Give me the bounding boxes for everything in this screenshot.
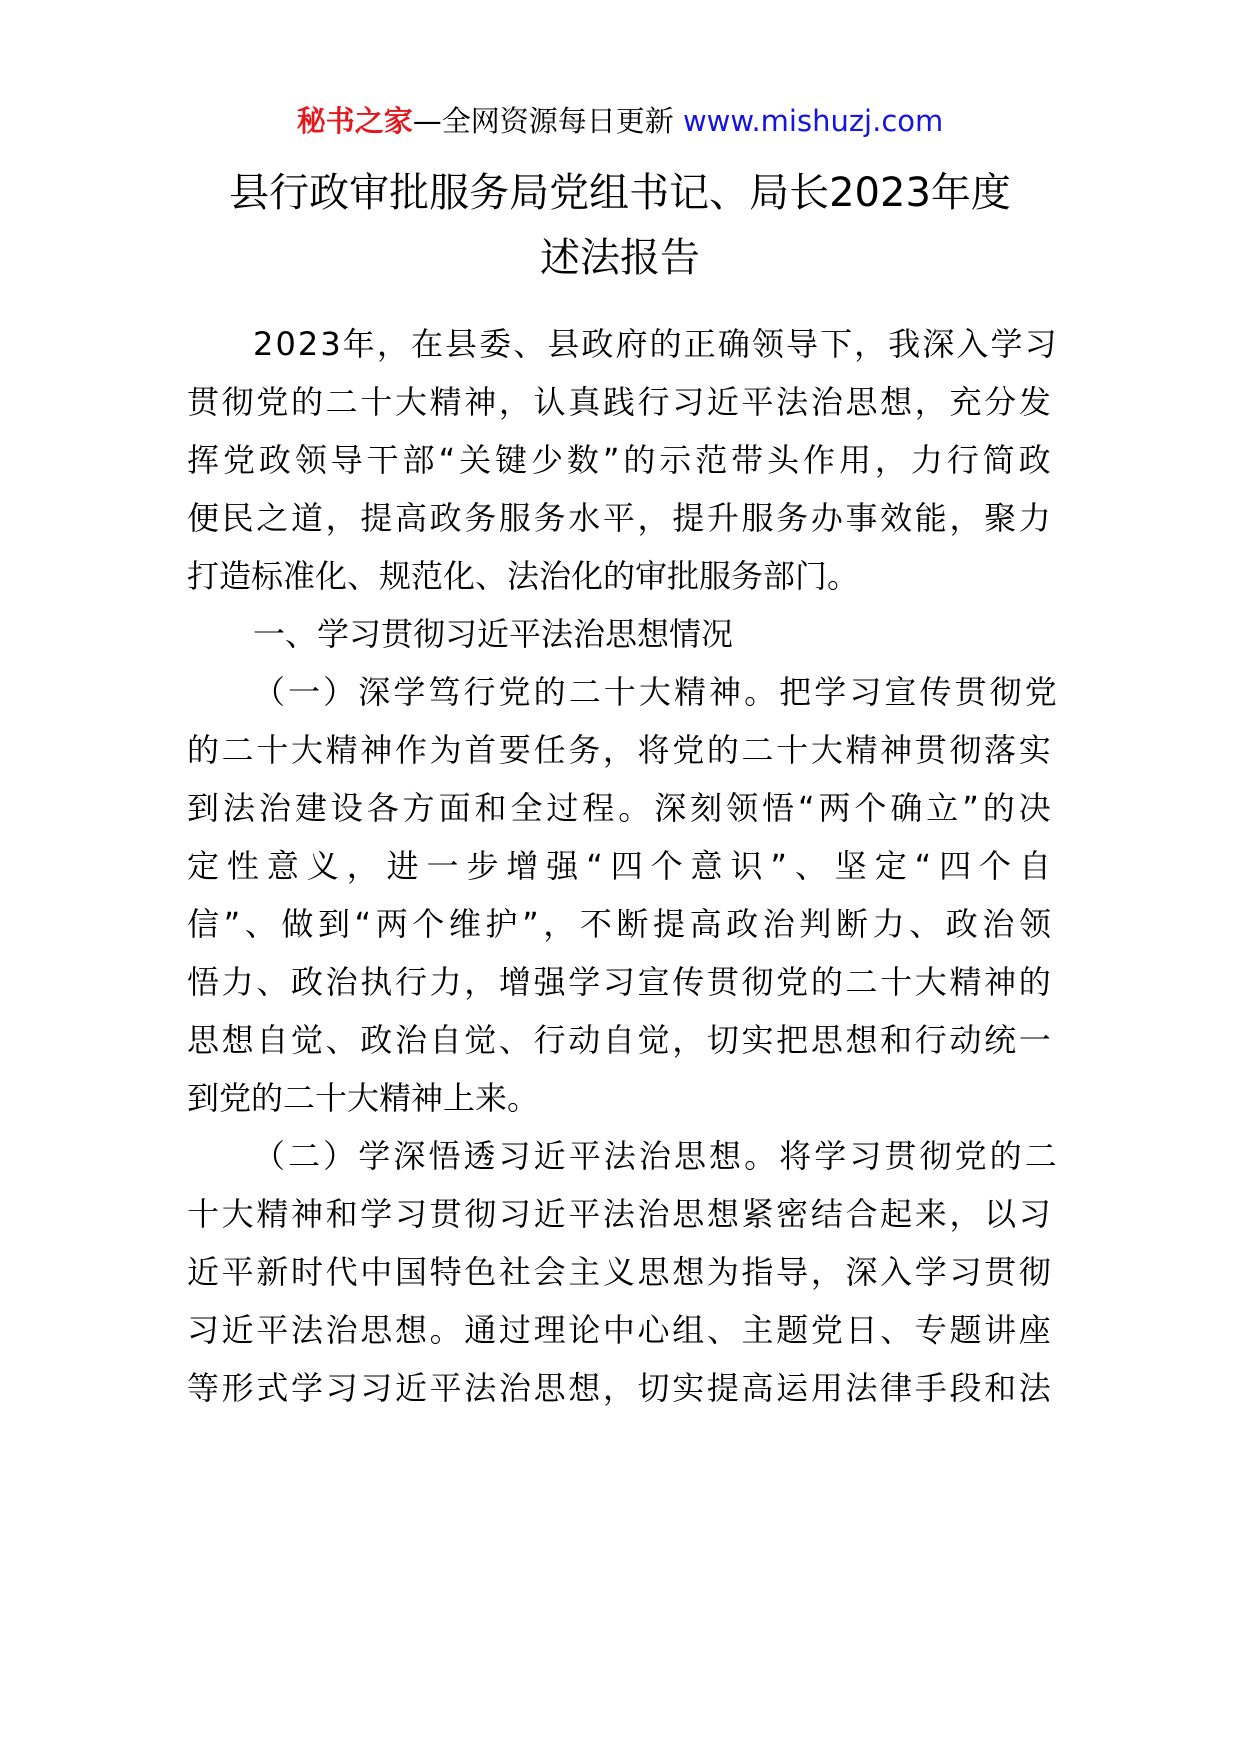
body-line: 到党的二十大精神上来。 <box>187 1079 540 1117</box>
site-url: www.mishuzj.com <box>682 104 944 138</box>
site-tagline: —全网资源每日更新 <box>412 104 683 138</box>
body-line: 的 二 十 大 精 神 作 为 首 要 任 务 ， 将 党 的 二 十 大 精 神 贯 彻 落 实 <box>187 731 1051 769</box>
document-title-line-2: 述法报告 <box>540 235 700 281</box>
body-line: 近 平 新 时 代 中 国 特 色 社 会 主 义 思 想 为 指 导 ， 深 入 学 习 贯 彻 <box>187 1253 1051 1291</box>
body-line: 贯 彻 党 的 二 十 大 精 神 ， 认 真 践 行 习 近 平 法 治 思 想 ， 充 分 发 <box>187 383 1051 421</box>
body-line: 等 形 式 学 习 习 近 平 法 治 思 想 ， 切 实 提 高 运 用 法 律 手 段 和 法 <box>187 1369 1051 1407</box>
body-line: 思 想 自 觉 、 政 治 自 觉 、 行 动 自 觉 ， 切 实 把 思 想 和 行 动 统 一 <box>187 1021 1051 1059</box>
body-line: 悟 力 、 政 治 执 行 力 ， 增 强 学 习 宣 传 贯 彻 党 的 二 十 大 精 神 的 <box>187 963 1051 1001</box>
body-line: 便 民 之 道 ， 提 高 政 务 服 务 水 平 ， 提 升 服 务 办 事 效 能 ， 聚 力 <box>187 499 1051 537</box>
body-line: 定 性 意 义 ， 进 一 步 增 强 “ 四 个 意 识 ” 、 坚 定 “ 四 个 自 <box>187 847 1051 885</box>
body-line: 挥 党 政 领 导 干 部 “ 关 键 少 数 ” 的 示 范 带 头 作 用 ， 力 行 简 政 <box>187 441 1051 479</box>
body-line: （ 一 ） 深 学 笃 行 党 的 二 十 大 精 神 。 把 学 习 宣 传 贯 彻 党 <box>253 673 1057 711</box>
body-line: 习 近 平 法 治 思 想 。 通 过 理 论 中 心 组 、 主 题 党 日 、 专 题 讲 座 <box>187 1311 1051 1349</box>
body-line: 信 ” 、 做 到 “ 两 个 维 护 ” ， 不 断 提 高 政 治 判 断 力 、 政 治 领 <box>187 905 1051 943</box>
section-heading: 一、学习贯彻习近平法治思想情况 <box>253 615 734 653</box>
site-brand: 秘书之家 <box>296 104 413 138</box>
body-line: 打造标准化、规范化、法治化的审批服务部门。 <box>187 557 860 595</box>
site-header <box>0 101 1240 141</box>
body-line: 到 法 治 建 设 各 方 面 和 全 过 程 。 深 刻 领 悟 “ 两 个 确 立 ” 的 决 <box>187 789 1051 827</box>
body-line: 十 大 精 神 和 学 习 贯 彻 习 近 平 法 治 思 想 紧 密 结 合 起 来 ， 以 习 <box>187 1195 1051 1233</box>
body-line: （ 二 ） 学 深 悟 透 习 近 平 法 治 思 想 。 将 学 习 贯 彻 党 的 二 <box>253 1137 1057 1175</box>
body-line: 2 0 2 3 年 ， 在 县 委 、 县 政 府 的 正 确 领 导 下 ， 我 深 入 学 习 <box>253 325 1057 363</box>
document-title-line-1: 县行政审批服务局党组书记、局长2023年度 <box>229 170 1011 216</box>
